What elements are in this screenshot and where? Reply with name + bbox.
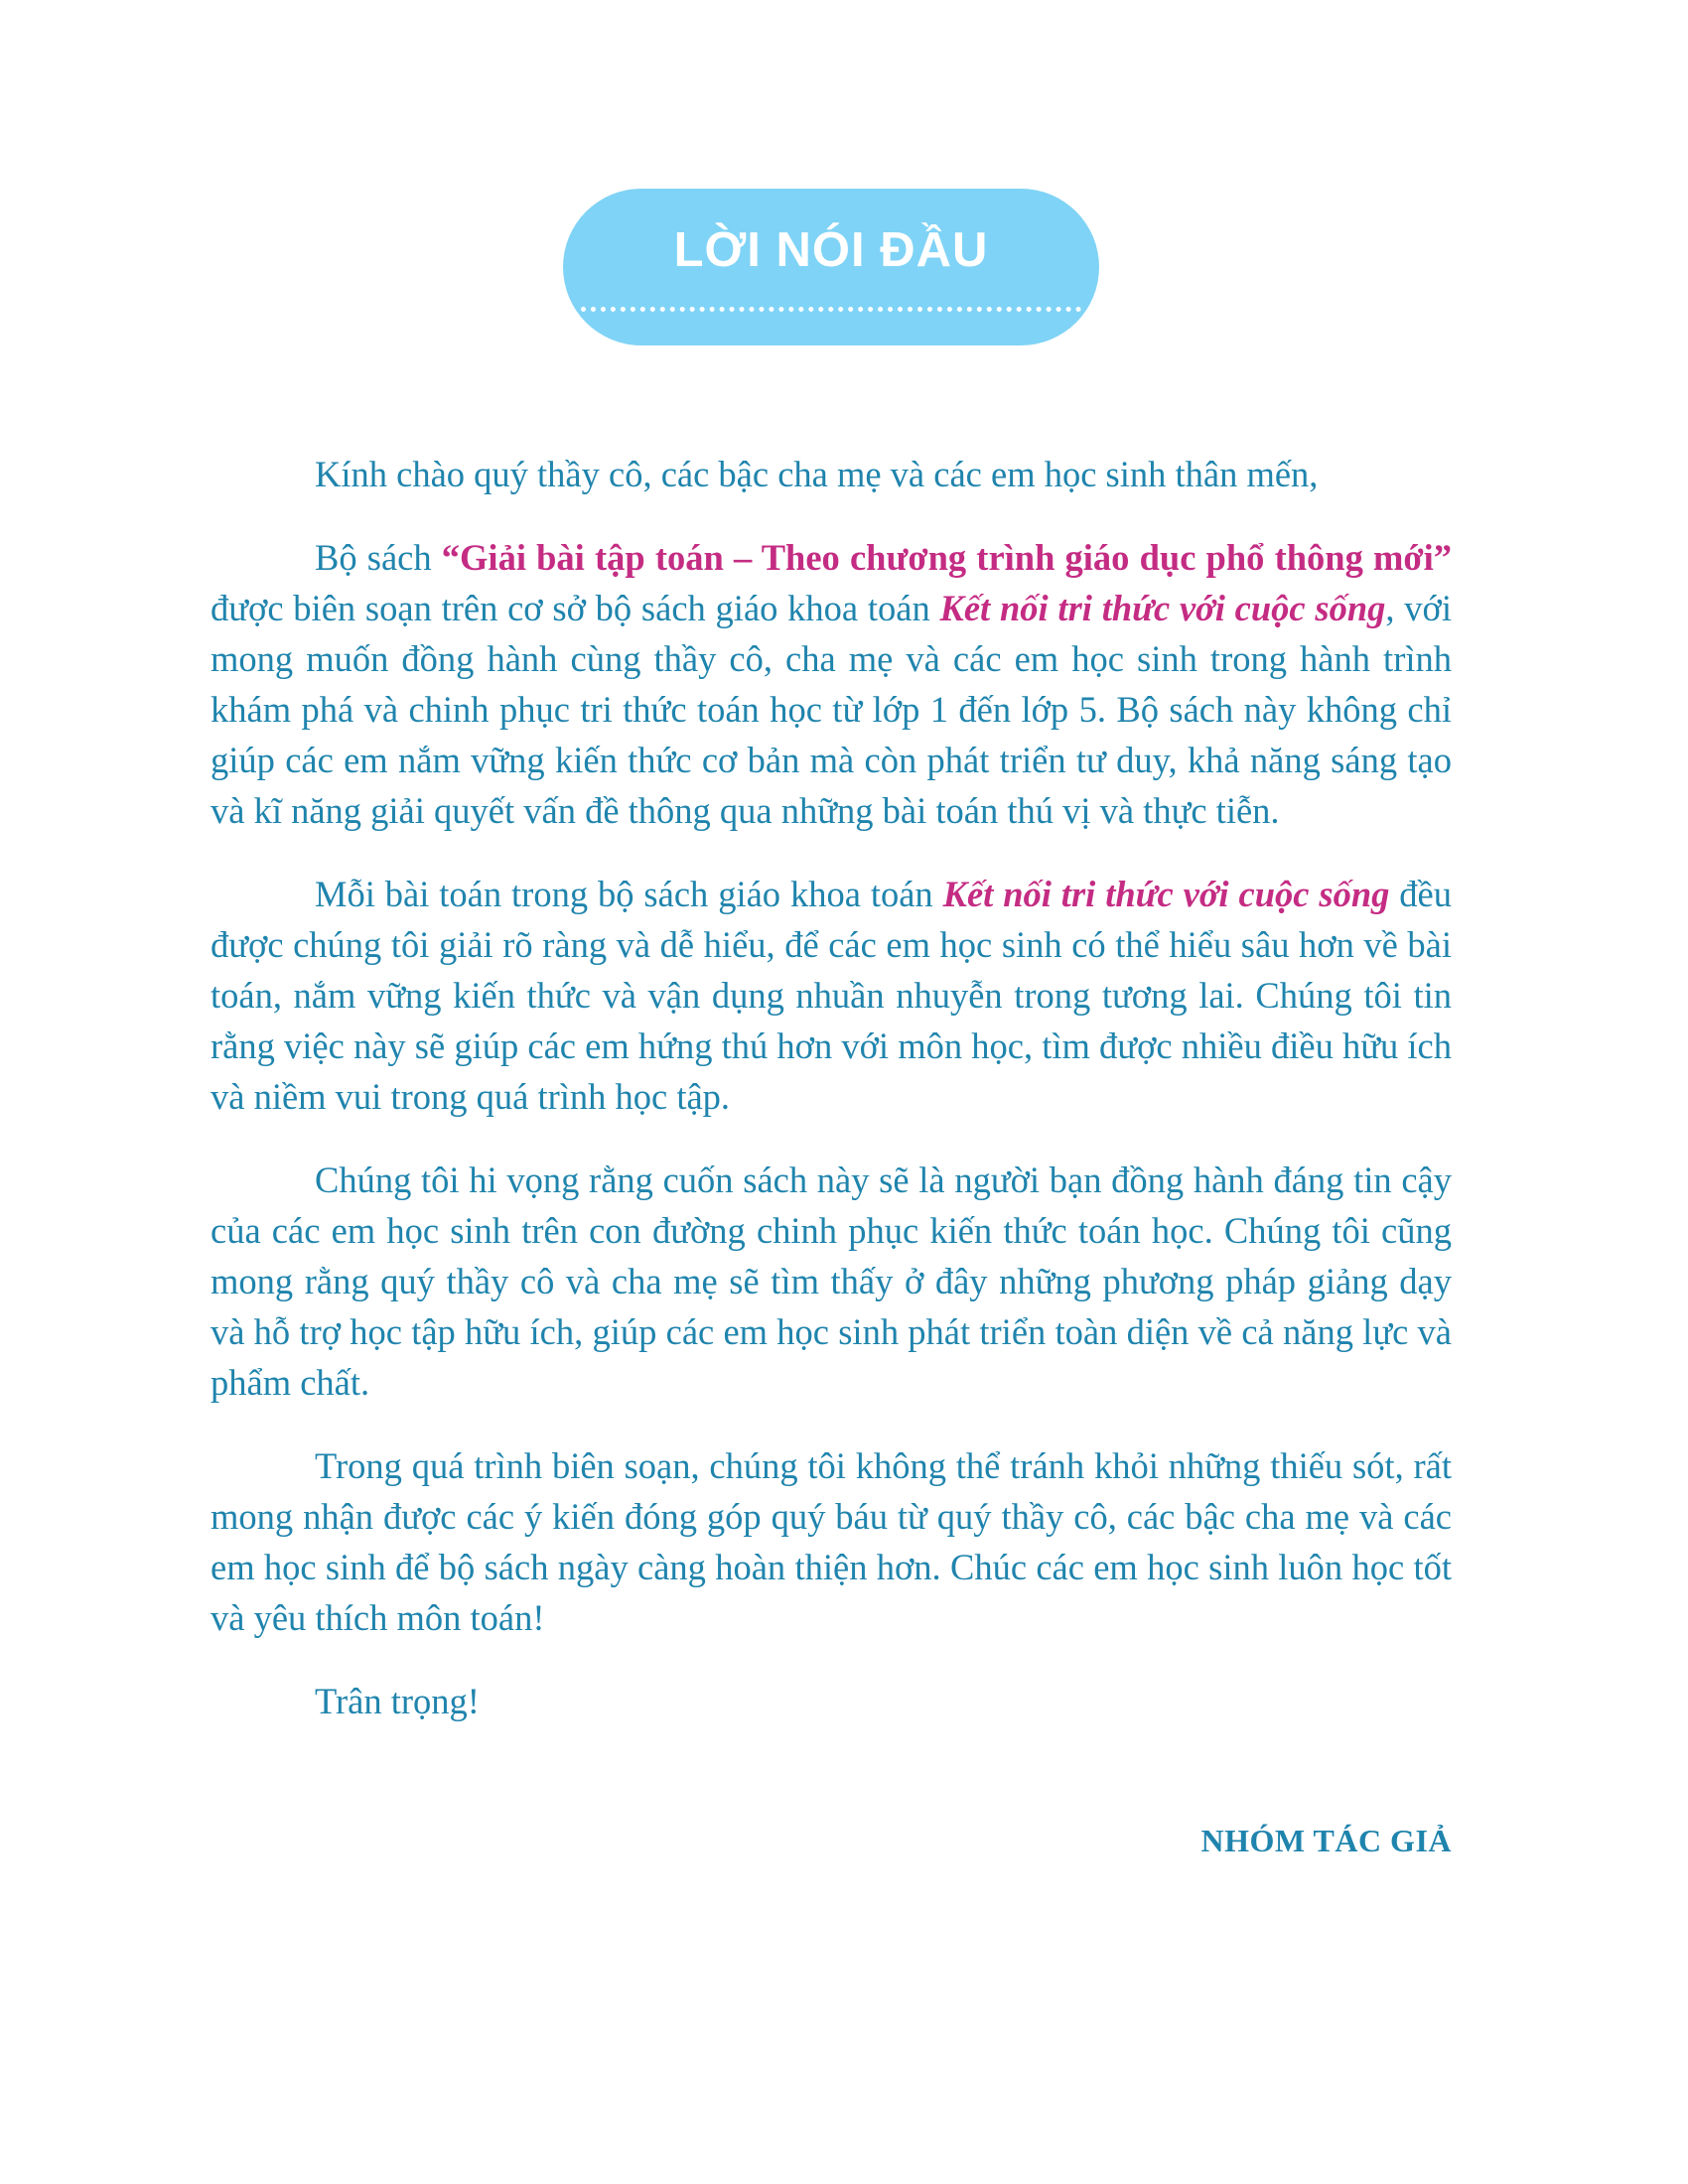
greeting-text: Kính chào quý thầy cô, các bậc cha mẹ và các em học sinh thân mến, (315, 454, 1319, 494)
paragraph-2-rest: đều được chúng tôi giải rõ ràng và dễ hiểu, để các em học sinh có thể hiểu sâu hơn về bài toán, nắm vững kiến thức và vận dụng nhuần nhuyễn trong tương lai. Chúng tôi tin rằng việc này sẽ giúp các em hứng thú hơn với môn học, tìm được nhiều điều hữu ích và niềm vui trong quá trình học tập. (211, 874, 1452, 1117)
paragraph-1-rest: , với mong muốn đồng hành cùng thầy cô, cha mẹ và các em học sinh trong hành trình khám phá và chinh phục tri thức toán học từ lớp 1 đến lớp 5. Bộ sách này không chỉ giúp các em nắm vững kiến thức cơ bản mà còn phát triển tư duy, khả năng sáng tạo và kĩ năng giải quyết vấn đề thông qua những bài toán thú vị và thực tiễn. (211, 588, 1452, 831)
paragraph-3: Chúng tôi hi vọng rằng cuốn sách này sẽ là người bạn đồng hành đáng tin cậy của các em học sinh trên con đường chinh phục kiến thức toán học. Chúng tôi cũng mong rằng quý thầy cô và cha mẹ sẽ tìm thấy ở đây những phương pháp giảng dạy và hỗ trợ học tập hữu ích, giúp các em học sinh phát triển toàn diện về cả năng lực và phẩm chất. (211, 1160, 1452, 1403)
paragraph-1-lead: Bộ sách (315, 537, 442, 578)
page-title: LỜI NÓI ĐẦU (673, 223, 989, 277)
textbook-name: Kết nối tri thức với cuộc sống (939, 588, 1386, 628)
paragraph-2-lead: Mỗi bài toán trong bộ sách giáo khoa toán (315, 874, 943, 914)
title-banner (563, 189, 1099, 345)
title-dotted-divider (581, 307, 1081, 312)
preface-body (211, 449, 1452, 1759)
textbook-name: Kết nối tri thức với cuộc sống (942, 874, 1390, 914)
closing-text: Trân trọng! (315, 1681, 480, 1721)
paragraph-2 (211, 869, 1452, 1122)
signature: NHÓM TÁC GIẢ (1200, 1823, 1452, 1858)
paragraph-1 (211, 532, 1452, 836)
paragraph-4: Trong quá trình biên soạn, chúng tôi không thể tránh khỏi những thiếu sót, rất mong nhận được các ý kiến đóng góp quý báu từ quý thầy cô, các bậc cha mẹ và các em học sinh để bộ sách ngày càng hoàn thiện hơn. Chúc các em học sinh luôn học tốt và yêu thích môn toán! (211, 1445, 1452, 1638)
greeting-paragraph (211, 449, 1452, 499)
book-series-title: “Giải bài tập toán – Theo chương trình giáo dục phổ thông mới” (441, 537, 1452, 578)
paragraph-1-mid: được biên soạn trên cơ sở bộ sách giáo khoa toán (211, 588, 940, 628)
